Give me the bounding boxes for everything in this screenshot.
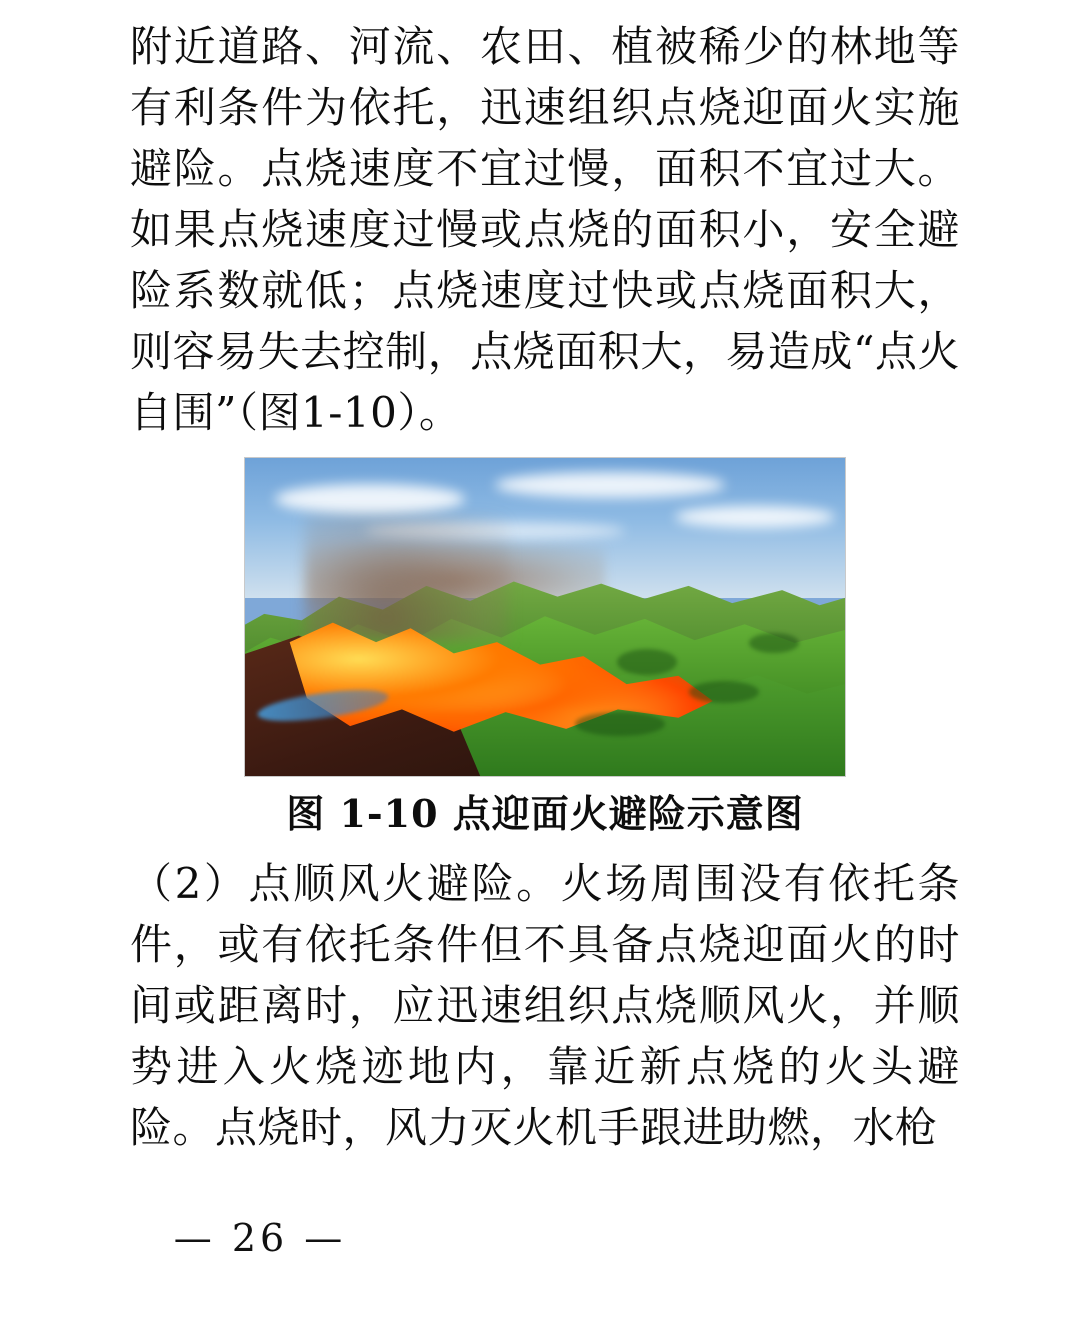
page-number-label: — 26 — <box>173 1216 347 1260</box>
cloud-icon <box>275 484 465 514</box>
vegetation-patch <box>749 633 799 653</box>
page-number <box>0 1216 1080 1260</box>
smoke-column <box>305 515 509 642</box>
cloud-icon <box>495 472 725 498</box>
figure-block <box>130 457 960 837</box>
paragraph-2: （2）点顺风火避险。火场周围没有依托条件，或有依托条件但不具备点烧迎面火的时间或距离时，应迅速组织点烧顺风火，并顺势进入火烧迹地内，靠近新点烧的火头避险。点烧时，风力灭火机手跟进助燃，水枪 <box>130 859 960 1152</box>
paragraph-1: 附近道路、河流、农田、植被稀少的林地等有利条件为依托，迅速组织点烧迎面火实施避险。点烧速度不宜过慢，面积不宜过大。如果点烧速度过慢或点烧的面积小，安全避险系数就低；点烧速度过快或点烧面积大，则容易失去控制，点烧面积大，易造成“点火自围”（图1-10）。 <box>130 22 960 437</box>
vegetation-patch <box>689 681 759 703</box>
vegetation-patch <box>617 649 677 675</box>
cloud-icon <box>675 506 835 528</box>
figure-illustration <box>244 457 846 777</box>
figure-caption: 图 1-10 点迎面火避险示意图 <box>286 791 804 836</box>
